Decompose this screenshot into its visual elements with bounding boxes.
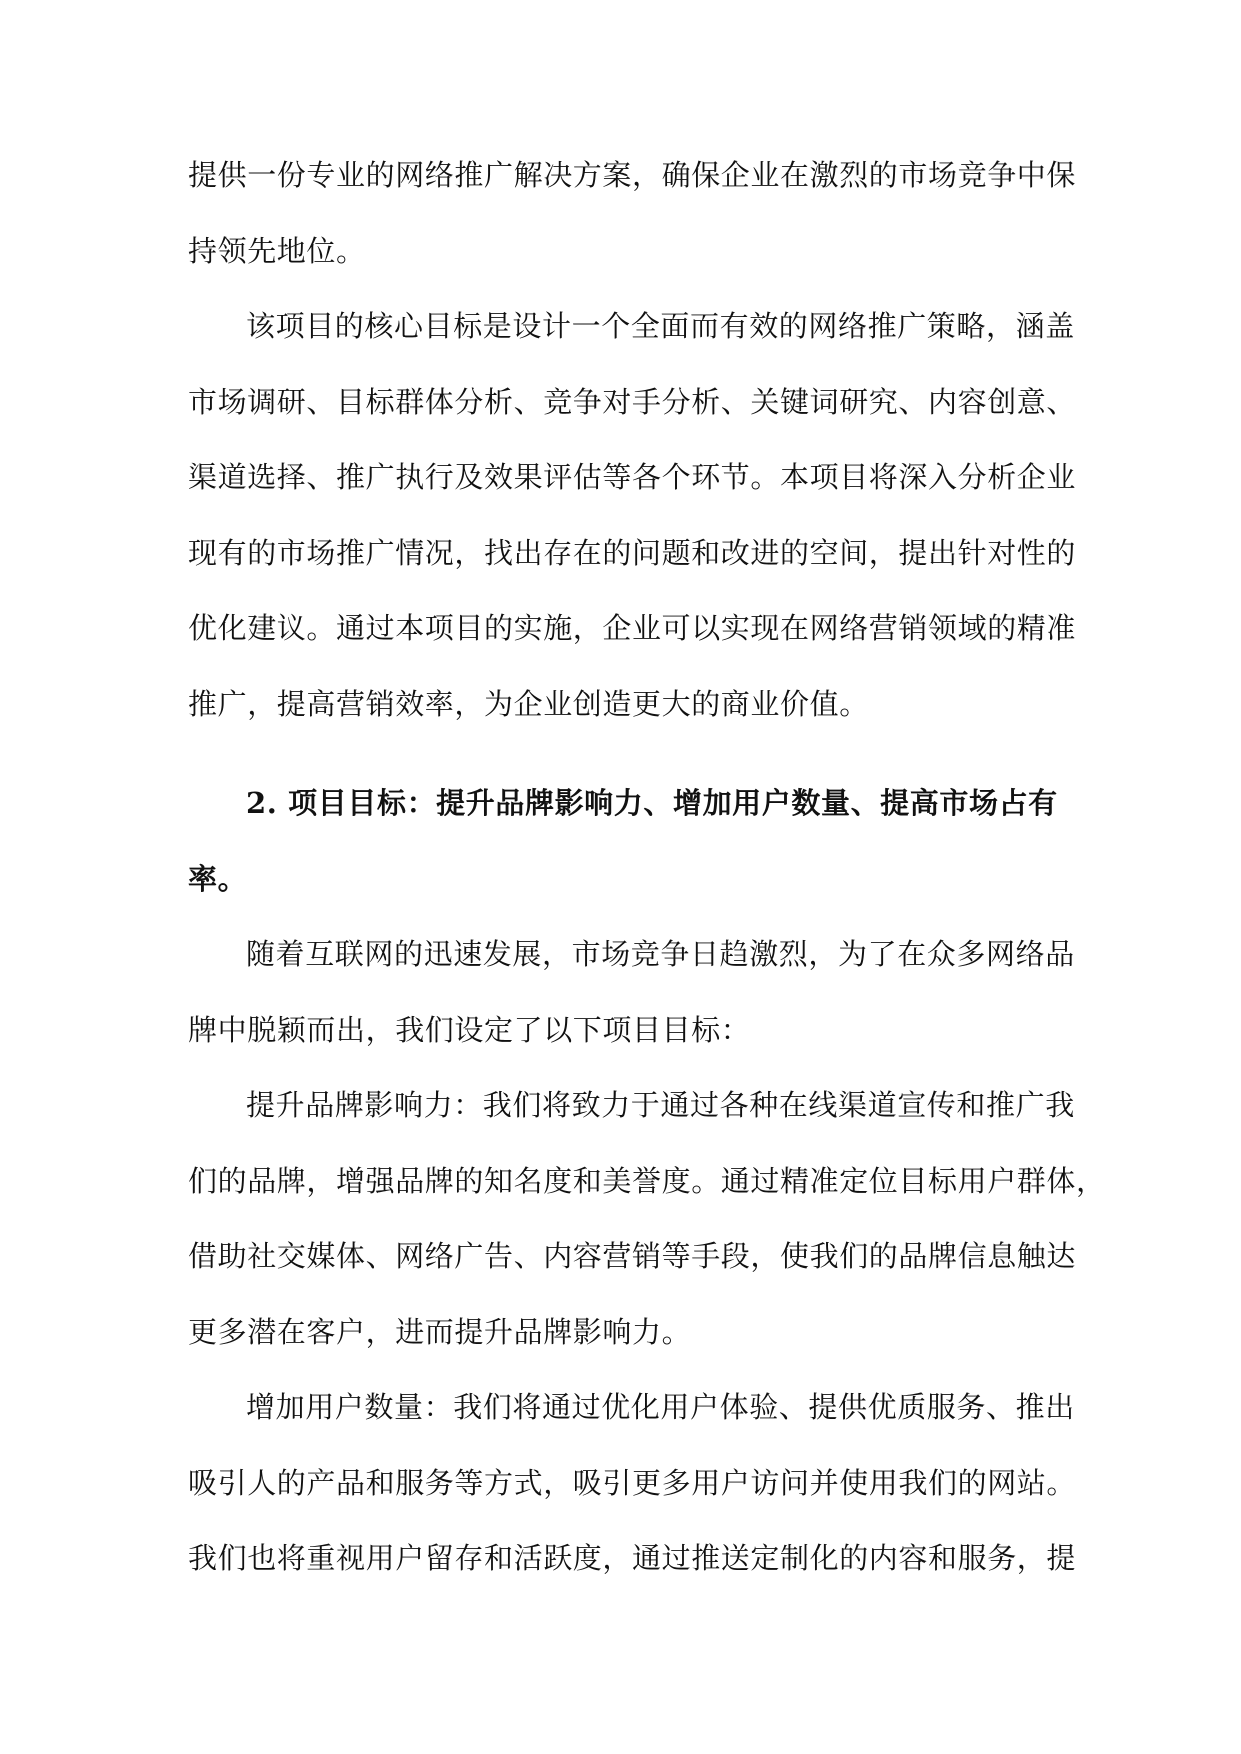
text-line: 更多潜在客户，进而提升品牌影响力。 xyxy=(188,1314,692,1349)
section-gap xyxy=(188,742,1054,766)
text-line: 我们也将重视用户留存和活跃度，通过推送定制化的内容和服务，提 xyxy=(188,1541,1077,1575)
text-line: 优化建议。通过本项目的实施，企业可以实现在网络营销领域的精准 xyxy=(188,611,1077,645)
text-line: 们的品牌，增强品牌的知名度和美誉度。通过精准定位目标用户群体， xyxy=(188,1163,1106,1198)
text-line: 渠道选择、推广执行及效果评估等各个环节。本项目将深入分析企业 xyxy=(188,460,1077,494)
text-line: 增加用户数量：我们将通过优化用户体验、提供优质服务、推出 xyxy=(246,1390,1075,1424)
paragraph-4 xyxy=(188,1068,1106,1370)
text-line: 持领先地位。 xyxy=(188,233,366,268)
paragraph-5 xyxy=(188,1370,1077,1597)
document-page xyxy=(188,138,1106,1597)
text-line: 推广，提高营销效率，为企业创造更大的商业价值。 xyxy=(188,686,869,721)
section-heading xyxy=(188,766,1058,917)
text-line: 吸引人的产品和服务等方式，吸引更多用户访问并使用我们的网站。 xyxy=(188,1465,1077,1500)
text-line: 借助社交媒体、网络广告、内容营销等手段，使我们的品牌信息触达 xyxy=(188,1239,1077,1273)
paragraph-1 xyxy=(188,138,1077,289)
paragraph-2 xyxy=(188,289,1077,742)
text-line: 提供一份专业的网络推广解决方案，确保企业在激烈的市场竞争中保 xyxy=(188,158,1077,192)
heading-line: 2. 项目目标：提升品牌影响力、增加用户数量、提高市场占有 xyxy=(246,786,1058,820)
text-line: 现有的市场推广情况，找出存在的问题和改进的空间，提出针对性的 xyxy=(188,535,1077,570)
text-line: 牌中脱颖而出，我们设定了以下项目目标： xyxy=(188,1012,751,1047)
text-line: 该项目的核心目标是设计一个全面而有效的网络推广策略，涵盖 xyxy=(246,309,1075,343)
text-line: 随着互联网的迅速发展，市场竞争日趋激烈，为了在众多网络品 xyxy=(246,937,1075,971)
heading-line: 率。 xyxy=(188,861,248,896)
text-line: 提升品牌影响力：我们将致力于通过各种在线渠道宣传和推广我 xyxy=(246,1088,1075,1122)
paragraph-3 xyxy=(188,917,1075,1068)
text-line: 市场调研、目标群体分析、竞争对手分析、关键词研究、内容创意、 xyxy=(188,384,1077,419)
